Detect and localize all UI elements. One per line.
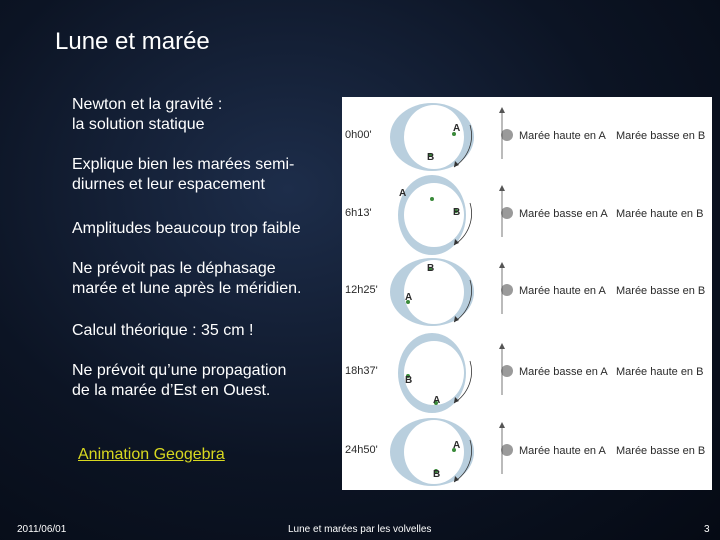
point-b-label: B <box>453 207 461 218</box>
caption-tide-b: Marée basse en B <box>616 285 706 297</box>
caption-tide-a: Marée basse en A <box>519 366 608 378</box>
geogebra-animation-link[interactable]: Animation Geogebra <box>78 446 225 463</box>
moon-icon <box>501 207 513 219</box>
bullet-theoretical-calc: Calcul théorique : 35 cm ! <box>72 322 254 339</box>
caption-tide-b: Marée basse en B <box>616 130 706 142</box>
bullet-semidiurnal: Explique bien les marées semi- diurnes et leur espacement <box>72 156 295 193</box>
time-label: 18h37' <box>345 365 378 377</box>
time-label: 6h13' <box>345 207 372 219</box>
caption-tide-a: Marée haute en A <box>519 445 606 457</box>
point-b-label: B <box>427 263 435 274</box>
time-label: 0h00' <box>345 129 372 141</box>
footer-title: Lune et marées par les volvelles <box>288 524 432 535</box>
point-b-label: B <box>433 469 441 480</box>
caption-tide-b: Marée basse en B <box>616 445 706 457</box>
bullet-phase-shift: Ne prévoit pas le déphasage marée et lune après le méridien. <box>72 260 302 297</box>
time-label: 24h50' <box>345 444 378 456</box>
point-a-label: A <box>405 292 413 303</box>
slide-title: Lune et marée <box>55 28 210 55</box>
tide-diagram <box>342 97 712 490</box>
point-b-label: B <box>405 375 413 386</box>
point-a-label: A <box>399 188 407 199</box>
moon-orbit-arrowhead <box>499 262 505 268</box>
moon-orbit-arrowhead <box>499 185 505 191</box>
tide-diagram-svg <box>342 97 712 490</box>
bullet-propagation: Ne prévoit qu’une propagation de la marée d’Est en Ouest. <box>72 362 287 399</box>
caption-tide-b: Marée haute en B <box>616 366 704 378</box>
bullet-amplitudes: Amplitudes beaucoup trop faible <box>72 220 301 237</box>
moon-orbit-arrowhead <box>499 107 505 113</box>
caption-tide-a: Marée haute en A <box>519 130 606 142</box>
time-label: 12h25' <box>345 284 378 296</box>
caption-tide-a: Marée haute en A <box>519 285 606 297</box>
point-a-label: A <box>453 123 461 134</box>
moon-icon <box>501 129 513 141</box>
point-a-label: A <box>453 440 461 451</box>
moon-icon <box>501 444 513 456</box>
point-a-marker <box>430 197 434 201</box>
footer-page-number: 3 <box>704 524 710 535</box>
point-a-label: A <box>433 395 441 406</box>
caption-tide-a: Marée basse en A <box>519 208 608 220</box>
moon-icon <box>501 284 513 296</box>
footer-date: 2011/06/01 <box>17 524 67 535</box>
caption-tide-b: Marée haute en B <box>616 208 704 220</box>
point-b-label: B <box>427 152 435 163</box>
moon-icon <box>501 365 513 377</box>
bullet-newton: Newton et la gravité : la solution statique <box>72 96 223 133</box>
moon-orbit-arrowhead <box>499 422 505 428</box>
moon-orbit-arrowhead <box>499 343 505 349</box>
